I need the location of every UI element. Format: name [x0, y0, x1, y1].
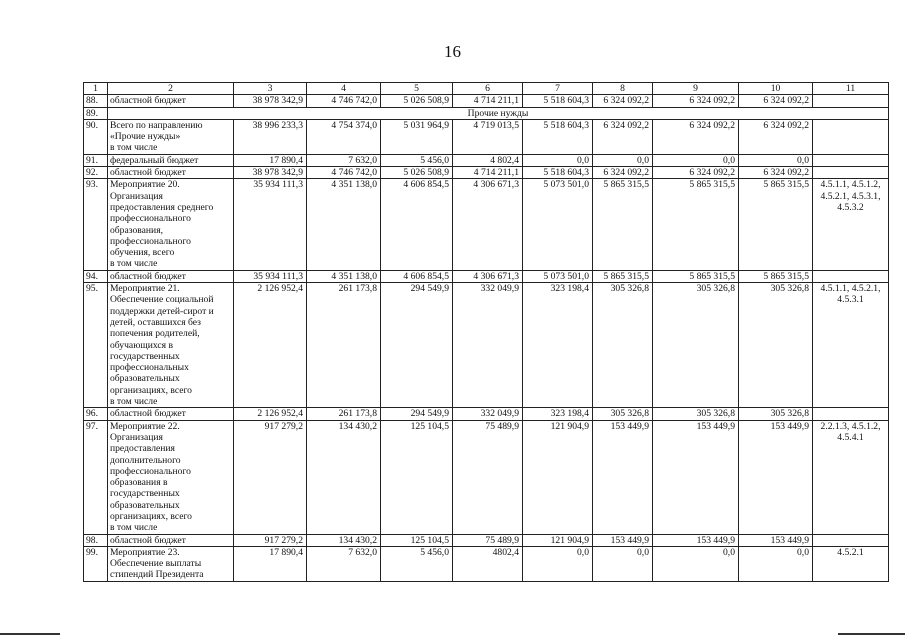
code-line: 4.5.2.1 — [837, 546, 864, 558]
value-cell: 4 719 013,5 — [453, 119, 523, 154]
indicator-codes — [813, 283, 889, 408]
name-line: профессионального — [110, 465, 191, 477]
row-number: 95. — [84, 283, 108, 408]
table-row — [84, 154, 889, 166]
table-row — [84, 283, 889, 408]
row-number: 91. — [84, 154, 108, 166]
value-cell: 38 978 342,9 — [234, 95, 307, 107]
value-cell: 6 324 092,2 — [739, 119, 813, 154]
code-line: 4.5.3.1 — [837, 294, 864, 306]
name-line: предоставления среднего — [110, 201, 214, 213]
value-cell: 294 549,9 — [381, 408, 453, 420]
indicator-codes — [813, 167, 889, 179]
page-number: 16 — [444, 42, 461, 61]
name-line: предоставления — [110, 443, 175, 455]
name-line: «Прочие нужды» — [110, 131, 181, 143]
value-cell: 153 449,9 — [653, 534, 739, 546]
value-cell: 305 326,8 — [739, 408, 813, 420]
name-line: Всего по направлению — [110, 119, 203, 131]
table-row — [84, 95, 889, 107]
code-line: 4.5.2.1, 4.5.3.1, — [820, 190, 881, 202]
value-cell: 17 890,4 — [234, 154, 307, 166]
value-cell: 6 324 092,2 — [593, 95, 653, 107]
value-cell: 6 324 092,2 — [739, 167, 813, 179]
name-line: Мероприятие 22. — [110, 420, 180, 432]
value-cell: 4 746 742,0 — [307, 95, 381, 107]
value-cell: 35 934 111,3 — [234, 179, 307, 270]
value-cell: 6 324 092,2 — [593, 167, 653, 179]
value-cell: 4 306 671,3 — [453, 179, 523, 270]
row-number: 96. — [84, 408, 108, 420]
column-header: 1 — [84, 83, 108, 95]
value-cell: 0,0 — [593, 154, 653, 166]
row-name — [108, 95, 234, 107]
indicator-codes — [813, 119, 889, 154]
value-cell: 5 026 508,9 — [381, 167, 453, 179]
name-line: государственных — [110, 350, 180, 362]
column-header: 11 — [813, 83, 889, 95]
row-name — [108, 534, 234, 546]
code-line: 4.5.4.1 — [837, 431, 864, 443]
value-cell: 4802,4 — [453, 546, 523, 581]
name-line: Организация — [110, 431, 163, 443]
name-line: областной бюджет — [110, 270, 186, 282]
value-cell: 4 606 854,5 — [381, 270, 453, 282]
name-line: образования, — [110, 224, 164, 236]
row-name — [108, 119, 234, 154]
value-cell: 121 904,9 — [523, 420, 593, 534]
value-cell: 2 126 952,4 — [234, 408, 307, 420]
value-cell: 332 049,9 — [453, 283, 523, 408]
value-cell: 153 449,9 — [593, 534, 653, 546]
value-cell: 38 978 342,9 — [234, 167, 307, 179]
table-row — [84, 420, 889, 534]
column-header: 10 — [739, 83, 813, 95]
name-line: дополнительного — [110, 454, 181, 466]
value-cell: 5 031 964,9 — [381, 119, 453, 154]
column-header: 4 — [307, 83, 381, 95]
scan-edge-right — [838, 633, 905, 635]
value-cell: 5 865 315,5 — [653, 179, 739, 270]
name-line: областной бюджет — [110, 408, 186, 420]
section-heading: Прочие нужды — [108, 107, 889, 119]
name-line: детей, оставшихся без — [110, 316, 201, 328]
row-name — [108, 408, 234, 420]
header-row — [84, 83, 889, 95]
row-name — [108, 154, 234, 166]
value-cell: 5 865 315,5 — [653, 270, 739, 282]
value-cell: 0,0 — [523, 546, 593, 581]
value-cell: 7 632,0 — [307, 154, 381, 166]
code-line: 4.5.1.1, 4.5.1.2, — [820, 179, 881, 191]
value-cell: 38 996 233,3 — [234, 119, 307, 154]
budget-table — [83, 82, 889, 582]
value-cell: 5 518 604,3 — [523, 119, 593, 154]
value-cell: 5 518 604,3 — [523, 95, 593, 107]
column-header: 2 — [108, 83, 234, 95]
value-cell: 305 326,8 — [653, 408, 739, 420]
indicator-codes — [813, 408, 889, 420]
value-cell: 0,0 — [653, 546, 739, 581]
value-cell: 4 802,4 — [453, 154, 523, 166]
value-cell: 0,0 — [739, 154, 813, 166]
row-number: 89. — [84, 107, 108, 119]
value-cell: 4 306 671,3 — [453, 270, 523, 282]
column-header: 3 — [234, 83, 307, 95]
name-line: Обеспечение социальной — [110, 294, 214, 306]
value-cell: 305 326,8 — [739, 283, 813, 408]
indicator-codes — [813, 534, 889, 546]
value-cell: 6 324 092,2 — [593, 119, 653, 154]
code-line: 4.5.3.2 — [837, 201, 864, 213]
value-cell: 4 714 211,1 — [453, 95, 523, 107]
name-line: стипендий Президента — [110, 569, 204, 581]
name-line: профессиональных — [110, 362, 189, 374]
row-name — [108, 283, 234, 408]
name-line: областной бюджет — [110, 534, 186, 546]
value-cell: 305 326,8 — [593, 283, 653, 408]
name-line: поддержки детей-сирот и — [110, 305, 214, 317]
value-cell: 305 326,8 — [653, 283, 739, 408]
value-cell: 4 351 138,0 — [307, 270, 381, 282]
row-number: 99. — [84, 546, 108, 581]
name-line: образовательных — [110, 373, 180, 385]
value-cell: 134 430,2 — [307, 420, 381, 534]
value-cell: 5 073 501,0 — [523, 179, 593, 270]
value-cell: 0,0 — [739, 546, 813, 581]
indicator-codes — [813, 420, 889, 534]
value-cell: 305 326,8 — [593, 408, 653, 420]
value-cell: 153 449,9 — [653, 420, 739, 534]
value-cell: 17 890,4 — [234, 546, 307, 581]
value-cell: 5 026 508,9 — [381, 95, 453, 107]
indicator-codes — [813, 95, 889, 107]
value-cell: 0,0 — [653, 154, 739, 166]
value-cell: 6 324 092,2 — [653, 95, 739, 107]
value-cell: 153 449,9 — [593, 420, 653, 534]
column-header: 9 — [653, 83, 739, 95]
name-line: организациях, всего — [110, 384, 192, 396]
name-line: в том числе — [110, 396, 158, 408]
row-name — [108, 420, 234, 534]
table-row — [84, 179, 889, 270]
name-line: государственных — [110, 488, 180, 500]
value-cell: 6 324 092,2 — [653, 167, 739, 179]
value-cell: 75 489,9 — [453, 420, 523, 534]
value-cell: 294 549,9 — [381, 283, 453, 408]
value-cell: 5 865 315,5 — [739, 179, 813, 270]
table-row — [84, 270, 889, 282]
name-line: организациях, всего — [110, 510, 192, 522]
value-cell: 323 198,4 — [523, 408, 593, 420]
indicator-codes — [813, 546, 889, 581]
value-cell: 2 126 952,4 — [234, 283, 307, 408]
value-cell: 7 632,0 — [307, 546, 381, 581]
value-cell: 134 430,2 — [307, 534, 381, 546]
code-line: 4.5.1.1, 4.5.2.1, — [820, 283, 881, 295]
value-cell: 0,0 — [593, 546, 653, 581]
indicator-codes — [813, 154, 889, 166]
value-cell: 4 351 138,0 — [307, 179, 381, 270]
value-cell: 153 449,9 — [739, 534, 813, 546]
table-row — [84, 546, 889, 581]
value-cell: 917 279,2 — [234, 534, 307, 546]
table-row — [84, 167, 889, 179]
name-line: профессионального — [110, 235, 191, 247]
name-line: образования в — [110, 477, 168, 489]
value-cell: 153 449,9 — [739, 420, 813, 534]
name-line: Обеспечение выплаты — [110, 558, 202, 570]
value-cell: 332 049,9 — [453, 408, 523, 420]
value-cell: 75 489,9 — [453, 534, 523, 546]
value-cell: 5 073 501,0 — [523, 270, 593, 282]
value-cell: 4 746 742,0 — [307, 167, 381, 179]
name-line: областной бюджет — [110, 167, 186, 179]
value-cell: 261 173,8 — [307, 283, 381, 408]
value-cell: 6 324 092,2 — [653, 119, 739, 154]
value-cell: 125 104,5 — [381, 534, 453, 546]
value-cell: 261 173,8 — [307, 408, 381, 420]
table-row — [84, 107, 889, 119]
name-line: Мероприятие 20. — [110, 179, 180, 191]
value-cell: 5 865 315,5 — [739, 270, 813, 282]
row-name — [108, 179, 234, 270]
name-line: в том числе — [110, 522, 158, 534]
name-line: федеральный бюджет — [110, 154, 199, 166]
row-number: 88. — [84, 95, 108, 107]
name-line: обучающихся в — [110, 339, 174, 351]
value-cell: 4 606 854,5 — [381, 179, 453, 270]
name-line: в том числе — [110, 142, 158, 154]
column-header: 7 — [523, 83, 593, 95]
indicator-codes — [813, 179, 889, 270]
value-cell: 4 754 374,0 — [307, 119, 381, 154]
row-number: 97. — [84, 420, 108, 534]
row-name — [108, 546, 234, 581]
name-line: образовательных — [110, 499, 180, 511]
value-cell: 125 104,5 — [381, 420, 453, 534]
value-cell: 917 279,2 — [234, 420, 307, 534]
value-cell: 4 714 211,1 — [453, 167, 523, 179]
table-row — [84, 408, 889, 420]
row-number: 98. — [84, 534, 108, 546]
indicator-codes — [813, 270, 889, 282]
name-line: Мероприятие 23. — [110, 546, 180, 558]
value-cell: 5 456,0 — [381, 154, 453, 166]
row-number: 92. — [84, 167, 108, 179]
value-cell: 35 934 111,3 — [234, 270, 307, 282]
row-number: 90. — [84, 119, 108, 154]
value-cell: 121 904,9 — [523, 534, 593, 546]
column-header: 8 — [593, 83, 653, 95]
row-name — [108, 270, 234, 282]
value-cell: 323 198,4 — [523, 283, 593, 408]
code-line: 2.2.1.3, 4.5.1.2, — [820, 420, 881, 432]
row-number: 93. — [84, 179, 108, 270]
table-row — [84, 534, 889, 546]
value-cell: 0,0 — [523, 154, 593, 166]
name-line: областной бюджет — [110, 95, 186, 107]
value-cell: 5 865 315,5 — [593, 270, 653, 282]
scan-edge-left — [0, 633, 60, 635]
row-name — [108, 167, 234, 179]
name-line: попечения родителей, — [110, 328, 200, 340]
value-cell: 6 324 092,2 — [739, 95, 813, 107]
name-line: обучения, всего — [110, 247, 175, 259]
value-cell: 5 456,0 — [381, 546, 453, 581]
row-number: 94. — [84, 270, 108, 282]
value-cell: 5 865 315,5 — [593, 179, 653, 270]
name-line: профессионального — [110, 213, 191, 225]
column-header: 6 — [453, 83, 523, 95]
column-header: 5 — [381, 83, 453, 95]
name-line: Организация — [110, 190, 163, 202]
name-line: в том числе — [110, 258, 158, 270]
value-cell: 5 518 604,3 — [523, 167, 593, 179]
name-line: Мероприятие 21. — [110, 283, 180, 295]
table-row — [84, 119, 889, 154]
